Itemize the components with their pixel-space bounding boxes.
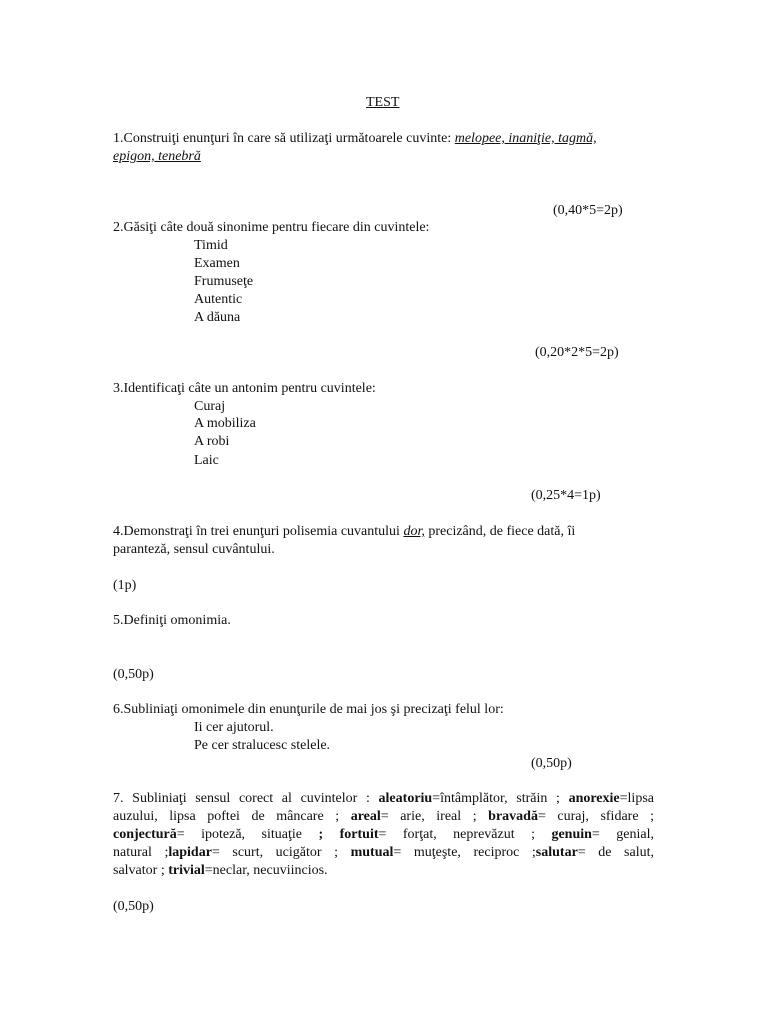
q4-part1: 4.Demonstraţi în trei enunţuri polisemia cuvantului — [113, 524, 404, 539]
q2-item: A dăuna — [194, 310, 241, 325]
q4-part2: precizând, de fiece dată, îi — [424, 524, 576, 539]
q7-line-4 — [113, 844, 654, 862]
q4-word: dor, — [403, 524, 425, 539]
q7-term-genuin: genuin — [551, 827, 592, 842]
q7-text: = ipoteză, situaţie — [176, 827, 302, 842]
q7-text: = de salut, — [577, 845, 654, 860]
q2-score: (0,20*2*5=2p) — [535, 345, 619, 360]
q4-score: (1p) — [113, 578, 137, 593]
q7-term-lapidar: lapidar — [168, 845, 212, 860]
q7-text: = scurt, ucigător ; — [211, 845, 351, 860]
q5-score: (0,50p) — [113, 667, 154, 682]
q7-text: 7. Subliniaţi sensul corect al cuvintelor : — [113, 791, 379, 806]
q7-text: salvator ; — [113, 863, 169, 878]
q3-item: A mobiliza — [194, 416, 256, 431]
q2-prompt: 2.Găsiţi câte două sinonime pentru fiecare din cuvintele: — [113, 220, 430, 235]
q7-text: auzului, lipsa poftei de mâncare ; — [113, 809, 351, 824]
q6-score: (0,50p) — [531, 756, 572, 771]
q7-text: = curaj, sfidare ; — [537, 809, 654, 824]
q7-text: =întâmplător, străin ; — [432, 791, 569, 806]
q7-term-conjectura: conjectură — [113, 827, 177, 842]
q2-item: Timid — [194, 238, 228, 253]
q3-score: (0,25*4=1p) — [531, 488, 601, 503]
q7-term-bravada: bravadă — [488, 809, 538, 824]
q7-text — [323, 827, 339, 842]
test-title — [366, 94, 399, 112]
q7-line-5 — [113, 862, 654, 880]
q1-words-line1: melopee, inaniţie, tagmă, — [454, 131, 597, 146]
q7-text: =neclar, necuviincios. — [204, 863, 328, 878]
q4-line2: paranteză, sensul cuvântului. — [113, 542, 275, 557]
q2-item: Examen — [194, 256, 240, 271]
question-1 — [113, 130, 597, 148]
q6-item: Pe cer stralucesc stelele. — [194, 738, 331, 753]
q2-item: Frumuseţe — [194, 274, 254, 289]
q1-words-line2: epigon, tenebră — [113, 149, 201, 164]
q7-term-anorexie: anorexie — [568, 791, 620, 806]
q6-prompt: 6.Subliniaţi omonimele din enunţurile de mai jos şi precizaţi felul lor: — [113, 702, 504, 717]
q7-text: = muţeşte, reciproc ; — [393, 845, 536, 860]
q7-score: (0,50p) — [113, 899, 154, 914]
q7-term-areal: areal — [350, 809, 381, 824]
q7-bold-semicolon: ; — [301, 827, 324, 842]
q5-prompt: 5.Definiţi omonimia. — [113, 613, 231, 628]
q1-score: (0,40*5=2p) — [553, 203, 623, 218]
title-text: TEST — [366, 95, 400, 110]
q6-item: Ii cer ajutorul. — [194, 720, 274, 735]
q7-line-2 — [113, 808, 654, 826]
q7-text: natural ; — [113, 845, 169, 860]
q3-item: Laic — [194, 453, 219, 468]
q7-term-aleatoriu: aleatoriu — [378, 791, 433, 806]
q3-item: A robi — [194, 434, 230, 449]
q4-prompt — [113, 523, 575, 541]
q7-line-3 — [113, 826, 654, 844]
q2-item: Autentic — [194, 292, 243, 307]
q7-term-fortuit: fortuit — [339, 827, 379, 842]
q7-term-trivial: trivial — [168, 863, 205, 878]
q7-text: = genial, — [591, 827, 655, 842]
q7-term-salutar: salutar — [535, 845, 578, 860]
question-1-cont — [113, 148, 201, 166]
q7-text: = arie, ireal ; — [380, 809, 489, 824]
q3-prompt: 3.Identificaţi câte un antonim pentru cuvintele: — [113, 381, 376, 396]
q1-prompt: 1.Construiţi enunţuri în care să utilizaţi următoarele cuvinte: — [113, 131, 455, 146]
q7-line-1 — [113, 790, 654, 808]
q7-text: = forţat, neprevăzut ; — [378, 827, 552, 842]
q7-text: =lipsa — [619, 791, 654, 806]
q3-item: Curaj — [194, 399, 226, 414]
q7-term-mutual: mutual — [350, 845, 394, 860]
